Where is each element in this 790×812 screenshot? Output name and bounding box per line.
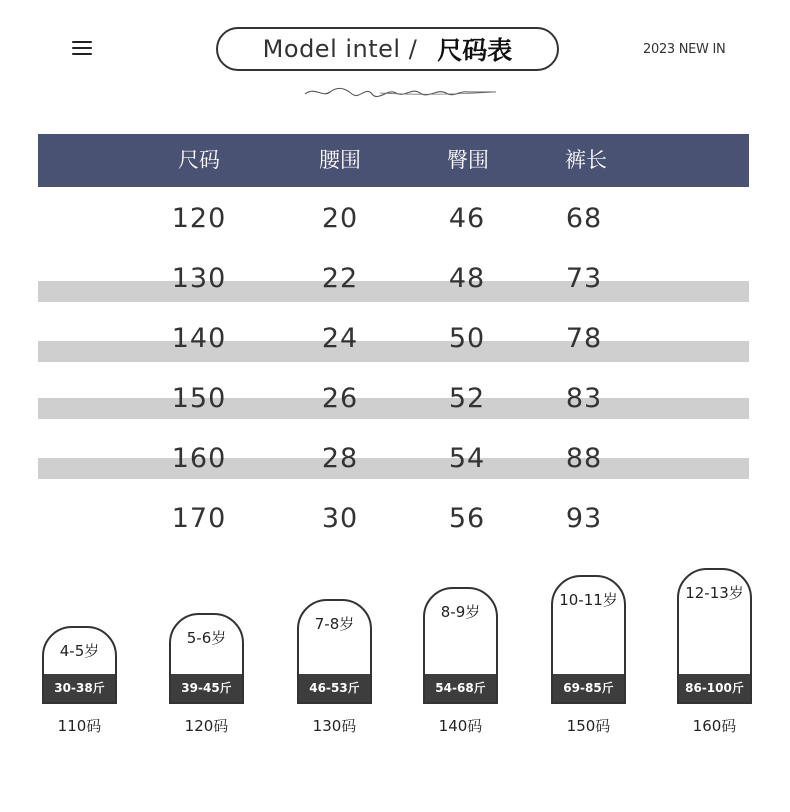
size-table-header: [38, 134, 749, 187]
cell-size: 160: [171, 443, 227, 474]
cell-hip: 46: [448, 203, 486, 234]
cell-waist: 22: [321, 263, 359, 294]
hamburger-menu-icon[interactable]: [72, 41, 92, 57]
age-tag: [423, 587, 498, 704]
new-in-tagline: 2023 NEW IN: [643, 42, 726, 57]
tag-size-label: 130码: [312, 717, 357, 735]
tag-size-label: 110码: [57, 717, 102, 735]
cell-waist: 28: [321, 443, 359, 474]
tag-size-label: 160码: [692, 717, 737, 735]
cell-waist: 30: [321, 503, 359, 534]
tag-age-label: 5-6岁: [186, 629, 227, 647]
title-english: Model intel /: [262, 35, 418, 63]
cell-size: 170: [171, 503, 227, 534]
tag-age-label: 8-9岁: [440, 603, 481, 621]
tag-size-label: 150码: [566, 717, 611, 735]
age-tag: [169, 613, 244, 704]
cell-waist: 24: [321, 323, 359, 354]
header-size: 尺码: [178, 148, 220, 172]
cell-waist: 26: [321, 383, 359, 414]
tag-weight-label: 30-38斤: [44, 674, 115, 702]
age-tag: [42, 626, 117, 704]
row-stripe: [38, 281, 749, 302]
header-hip: 臀围: [447, 148, 489, 172]
tag-weight-label: 39-45斤: [171, 674, 242, 702]
cell-hip: 56: [448, 503, 486, 534]
script-signature-decoration: [300, 80, 500, 102]
cell-size: 130: [171, 263, 227, 294]
cell-hip: 50: [448, 323, 486, 354]
tag-weight-label: 46-53斤: [299, 674, 370, 702]
row-stripe: [38, 458, 749, 479]
cell-hip: 48: [448, 263, 486, 294]
age-tag: [297, 599, 372, 704]
tag-weight-label: 86-100斤: [679, 674, 750, 702]
cell-size: 120: [171, 203, 227, 234]
age-tag: [551, 575, 626, 704]
cell-hip: 52: [448, 383, 486, 414]
cell-size: 140: [171, 323, 227, 354]
cell-hip: 54: [448, 443, 486, 474]
cell-size: 150: [171, 383, 227, 414]
header-length: 裤长: [565, 148, 607, 172]
tag-age-label: 7-8岁: [314, 615, 355, 633]
cell-length: 83: [565, 383, 603, 414]
tag-age-label: 12-13岁: [685, 584, 744, 602]
cell-length: 73: [565, 263, 603, 294]
tag-size-label: 140码: [438, 717, 483, 735]
tag-weight-label: 69-85斤: [553, 674, 624, 702]
cell-length: 68: [565, 203, 603, 234]
age-tag: [677, 568, 752, 704]
cell-length: 78: [565, 323, 603, 354]
row-stripe: [38, 398, 749, 419]
title-pill: [216, 27, 559, 71]
cell-length: 93: [565, 503, 603, 534]
tag-weight-label: 54-68斤: [425, 674, 496, 702]
tag-age-label: 10-11岁: [559, 591, 618, 609]
header-waist: 腰围: [319, 148, 361, 172]
title-chinese: 尺码表: [437, 36, 513, 65]
tag-age-label: 4-5岁: [59, 642, 100, 660]
cell-waist: 20: [321, 203, 359, 234]
tag-size-label: 120码: [184, 717, 229, 735]
row-stripe: [38, 341, 749, 362]
cell-length: 88: [565, 443, 603, 474]
